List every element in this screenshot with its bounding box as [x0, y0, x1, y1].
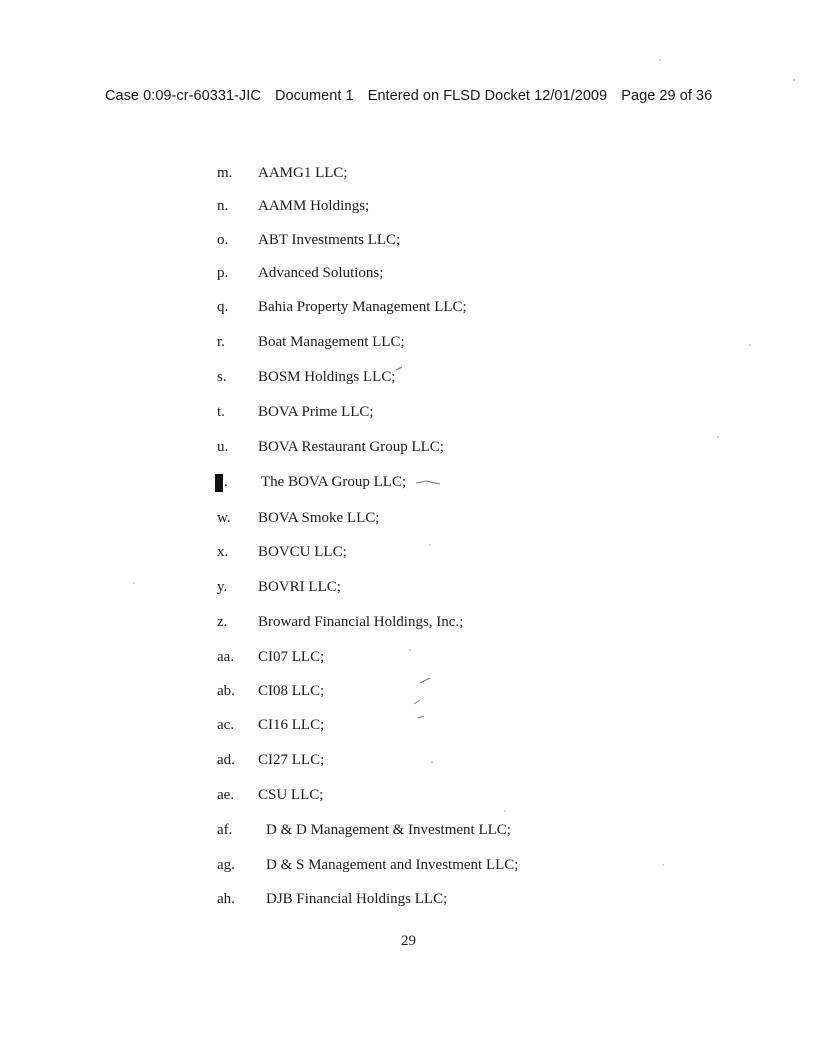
item-letter: o.: [217, 232, 229, 248]
item-name: Broward Financial Holdings, Inc.;: [258, 614, 464, 630]
list-item: [0, 614, 817, 636]
list-item: [0, 544, 817, 566]
list-item: [0, 891, 817, 913]
item-name: AAMM Holdings;: [258, 198, 370, 214]
list-item: [0, 579, 817, 601]
item-letter: n.: [217, 198, 229, 214]
list-item: [0, 787, 817, 809]
item-letter: .: [224, 474, 228, 490]
item-name: BOSM Holdings LLC;: [258, 369, 396, 385]
item-letter: af.: [217, 822, 233, 838]
list-item: [0, 439, 817, 461]
list-item: [0, 334, 817, 356]
item-name: Advanced Solutions;: [258, 265, 384, 281]
item-letter: ac.: [217, 717, 235, 733]
page-number: 29: [401, 933, 416, 949]
docket-entry: Entered on FLSD Docket 12/01/2009: [367, 88, 608, 104]
item-letter: ab.: [217, 683, 235, 699]
item-letter: x.: [217, 544, 229, 560]
case-number: Case 0:09-cr-60331-JIC: [105, 88, 261, 104]
document-number: Document 1: [274, 88, 354, 104]
item-letter: z.: [217, 614, 228, 630]
item-name: BOVA Prime LLC;: [258, 404, 374, 420]
item-name: BOVA Smoke LLC;: [258, 510, 380, 526]
item-letter: y.: [217, 579, 228, 595]
list-item: [0, 198, 817, 220]
list-item: [0, 232, 817, 254]
item-letter: t.: [217, 404, 225, 420]
item-letter: ad.: [217, 752, 235, 768]
item-letter: p.: [217, 265, 229, 281]
item-name: CI07 LLC;: [258, 649, 325, 665]
item-letter: q.: [217, 299, 229, 315]
item-letter: s.: [217, 369, 227, 385]
item-name: The BOVA Group LLC;: [261, 474, 407, 490]
item-name: ABT Investments LLC;: [258, 232, 401, 248]
item-name: D & S Management and Investment LLC;: [266, 857, 519, 873]
item-letter: ag.: [217, 857, 235, 873]
page-of-total: Page 29 of 36: [621, 88, 713, 104]
item-name: BOVCU LLC;: [258, 544, 347, 560]
item-name: CI16 LLC;: [258, 717, 325, 733]
item-letter: w.: [217, 510, 231, 526]
item-name: DJB Financial Holdings LLC;: [266, 891, 448, 907]
item-letter: r.: [217, 334, 225, 350]
list-item: [0, 474, 817, 496]
item-name: CI08 LLC;: [258, 683, 325, 699]
redaction-mark: [215, 474, 223, 492]
item-name: AAMG1 LLC;: [258, 165, 348, 181]
list-item: [0, 649, 817, 671]
item-letter: ae.: [217, 787, 235, 803]
list-item: [0, 752, 817, 774]
list-item: [0, 683, 817, 705]
item-letter: m.: [217, 165, 233, 181]
list-item: [0, 717, 817, 739]
list-item: [0, 857, 817, 879]
list-item: [0, 299, 817, 321]
list-item: [0, 265, 817, 287]
item-letter: aa.: [217, 649, 235, 665]
item-name: D & D Management & Investment LLC;: [266, 822, 511, 838]
item-name: BOVRI LLC;: [258, 579, 341, 595]
list-item: [0, 165, 817, 187]
list-item: [0, 510, 817, 532]
list-item: [0, 404, 817, 426]
item-name: Bahia Property Management LLC;: [258, 299, 467, 315]
item-letter: ah.: [217, 891, 235, 907]
list-item: [0, 369, 817, 391]
list-item: [0, 822, 817, 844]
item-name: Boat Management LLC;: [258, 334, 405, 350]
item-name: BOVA Restaurant Group LLC;: [258, 439, 444, 455]
item-name: CSU LLC;: [258, 787, 324, 803]
item-name: CI27 LLC;: [258, 752, 325, 768]
item-letter: u.: [217, 439, 229, 455]
